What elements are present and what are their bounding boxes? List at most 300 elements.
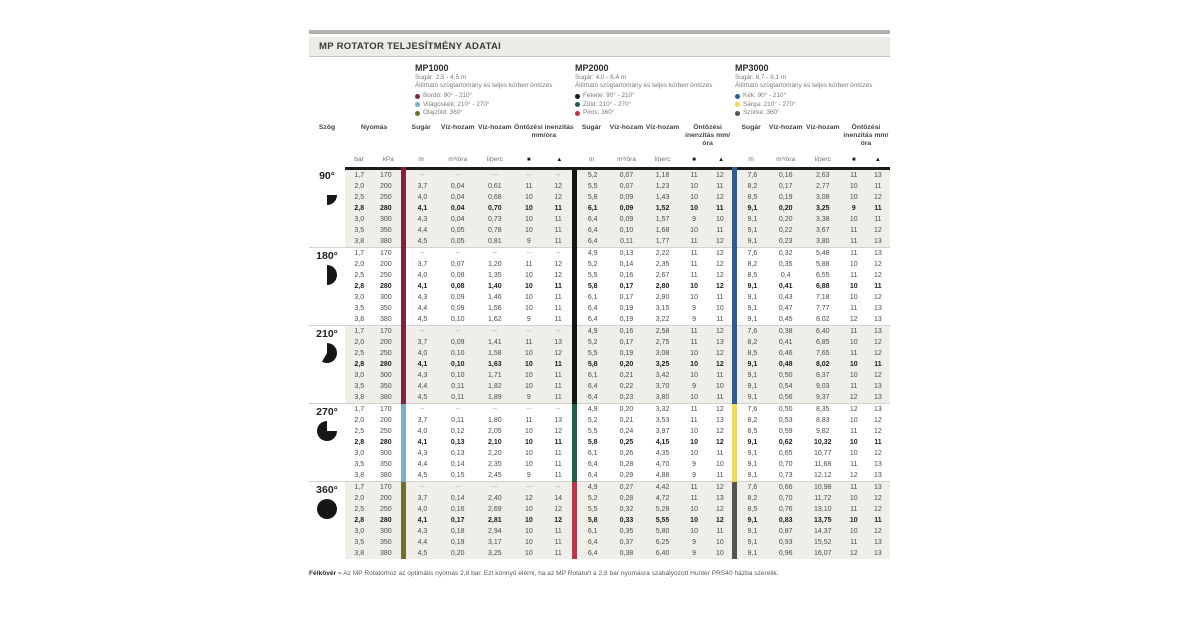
legend-label: Bordó: 90° - 210° bbox=[423, 92, 473, 99]
cell-mp3: 10 bbox=[842, 526, 866, 537]
cell-mp3: 0,43 bbox=[778, 293, 793, 301]
cell-mp1: 4,3 bbox=[403, 214, 439, 225]
cell-mp2: 0,35 bbox=[608, 526, 644, 537]
pressure-kpa: 250 bbox=[373, 348, 403, 359]
pressure-bar: 2,0 bbox=[345, 493, 373, 504]
cell-mp2: 0,33 bbox=[608, 515, 644, 526]
cell-mp2: 0,16 bbox=[619, 271, 634, 279]
cell-mp3: 0,48 bbox=[768, 359, 804, 370]
cell-mp1: 10 bbox=[513, 537, 544, 548]
cell-mp1: 12 bbox=[554, 271, 563, 279]
product-block-mp3000 bbox=[729, 63, 889, 118]
cell-mp1: 11 bbox=[554, 460, 562, 468]
cell-mp2: 6,4 bbox=[574, 214, 608, 225]
pressure-bar: 3,5 bbox=[345, 381, 373, 392]
cell-mp3: 12 bbox=[842, 403, 866, 415]
cell-mp3: 13 bbox=[866, 168, 890, 181]
cell-mp2: 10 bbox=[681, 203, 708, 214]
cell-mp3: 0,47 bbox=[778, 304, 793, 312]
cell-mp1: 2,94 bbox=[476, 526, 513, 537]
cell-mp1: 4,0 bbox=[403, 270, 439, 281]
cell-mp3: 10 bbox=[842, 493, 866, 504]
pressure-kpa: 200 bbox=[373, 337, 403, 348]
col-header-vizhozam-m3-mp1000: Víz-hozam bbox=[440, 123, 475, 131]
cell-mp3: 12 bbox=[866, 337, 890, 348]
cell-mp3: 7,6 bbox=[735, 481, 768, 493]
legend-label: Fekete: 90° - 210° bbox=[583, 92, 635, 99]
cell-mp2: 0,32 bbox=[608, 504, 644, 515]
cell-mp2: 10 bbox=[690, 449, 698, 457]
cell-mp2: 11 bbox=[708, 392, 735, 404]
unit-m-mp2000: m bbox=[574, 150, 608, 169]
legend-color-dot-icon bbox=[735, 111, 740, 116]
legend-item bbox=[415, 109, 569, 118]
col-header-sugar-mp3000: Sugár bbox=[741, 123, 761, 131]
cell-mp1: 0,10 bbox=[450, 315, 465, 323]
cell-mp1: 0,70 bbox=[476, 203, 513, 214]
cell-mp2: 10 bbox=[681, 181, 708, 192]
cell-mp2: 0,10 bbox=[608, 225, 644, 236]
pressure-bar: 3,5 bbox=[345, 537, 373, 548]
cell-mp3: 0,50 bbox=[768, 370, 804, 381]
legend-label: Szürke: 360° bbox=[743, 109, 780, 117]
pressure-bar: 3,8 bbox=[345, 392, 373, 404]
cell-mp1: 12 bbox=[554, 427, 563, 435]
cell-mp1: 3,7 bbox=[403, 181, 439, 192]
cell-mp2: 1,43 bbox=[645, 192, 681, 203]
page-title: MP ROTATOR TELJESÍTMÉNY ADATAI bbox=[319, 41, 502, 52]
cell-mp2: 6,40 bbox=[645, 548, 681, 559]
angle-pie-icon bbox=[317, 343, 337, 363]
cell-mp3: 0,32 bbox=[768, 247, 804, 259]
cell-mp3: 0,45 bbox=[778, 315, 793, 323]
pressure-kpa: 300 bbox=[373, 370, 403, 381]
cell-mp2: 4,9 bbox=[574, 247, 608, 259]
cell-mp1: 11 bbox=[544, 214, 574, 225]
cell-mp3: 9,1 bbox=[735, 548, 768, 559]
table-row bbox=[309, 381, 890, 392]
cell-mp3: 13 bbox=[866, 548, 890, 559]
cell-mp2: 5,2 bbox=[574, 493, 608, 504]
cell-mp2: 11 bbox=[690, 271, 698, 279]
col-header-szog: Szög bbox=[318, 123, 336, 131]
cell-mp3: 9,1 bbox=[735, 459, 768, 470]
cell-mp3: 3,67 bbox=[804, 225, 842, 236]
cell-mp1: 11 bbox=[525, 260, 533, 268]
cell-mp1: -- bbox=[439, 481, 476, 493]
cell-mp2: 12 bbox=[715, 271, 724, 279]
cell-mp2: 1,77 bbox=[645, 236, 681, 248]
cell-mp2: 9 bbox=[681, 381, 708, 392]
cell-mp2: 4,88 bbox=[655, 471, 670, 479]
cell-mp1: 11 bbox=[544, 359, 574, 370]
cell-mp3: 7,18 bbox=[815, 293, 830, 301]
table-row bbox=[309, 247, 890, 259]
cell-mp2: 6,1 bbox=[574, 526, 608, 537]
cell-mp2: 11 bbox=[708, 203, 735, 214]
cell-mp3: 8,83 bbox=[815, 416, 830, 424]
cell-mp1: -- bbox=[476, 403, 513, 415]
cell-mp1: 1,63 bbox=[476, 359, 513, 370]
cell-mp1: 0,81 bbox=[476, 236, 513, 248]
cell-mp3: 10 bbox=[842, 214, 866, 225]
cell-mp2: 5,8 bbox=[574, 437, 608, 448]
cell-mp3: 14,37 bbox=[804, 526, 842, 537]
angle-group-270 bbox=[309, 403, 890, 481]
cell-mp1: 11 bbox=[554, 438, 562, 446]
cell-mp1: 12 bbox=[554, 260, 563, 268]
cell-mp3: 9,1 bbox=[735, 448, 768, 459]
cell-mp3: 12 bbox=[866, 225, 890, 236]
cell-mp2: 2,75 bbox=[645, 337, 681, 348]
cell-mp3: 10 bbox=[842, 515, 866, 526]
cell-mp3: 0,53 bbox=[778, 416, 793, 424]
cell-mp3: 11 bbox=[866, 203, 890, 214]
cell-mp3: 0,96 bbox=[768, 548, 804, 559]
table-row bbox=[309, 403, 890, 415]
cell-mp2: 12 bbox=[708, 247, 735, 259]
cell-mp2: 10 bbox=[681, 192, 708, 203]
table-row bbox=[309, 270, 890, 281]
cell-mp2: 10 bbox=[708, 537, 735, 548]
cell-mp1: 10 bbox=[513, 225, 544, 236]
cell-mp2: 3,53 bbox=[655, 416, 670, 424]
cell-mp2: 9 bbox=[692, 304, 697, 312]
cell-mp3: 0,76 bbox=[768, 504, 804, 515]
table-row bbox=[309, 392, 890, 404]
pressure-kpa: 250 bbox=[379, 427, 392, 435]
top-divider bbox=[309, 30, 890, 34]
cell-mp3: 12 bbox=[849, 315, 858, 323]
cell-mp3: 13 bbox=[866, 403, 890, 415]
cell-mp2: 11 bbox=[681, 168, 708, 181]
cell-mp2: 10 bbox=[690, 293, 698, 301]
pressure-bar: 2,0 bbox=[354, 416, 365, 424]
cell-mp1: 0,18 bbox=[439, 526, 476, 537]
cell-mp1: 10 bbox=[524, 427, 533, 435]
cell-mp1: 4,1 bbox=[403, 515, 439, 526]
cell-mp3: 10 bbox=[849, 438, 858, 446]
cell-mp1: 13 bbox=[544, 337, 574, 348]
cell-mp2: 0,17 bbox=[619, 282, 634, 290]
cell-mp1: 0,13 bbox=[450, 449, 465, 457]
cell-mp3: 11 bbox=[866, 181, 890, 192]
cell-mp1: 0,10 bbox=[439, 370, 476, 381]
cell-mp1: 11 bbox=[544, 526, 574, 537]
cell-mp3: 5,88 bbox=[815, 260, 830, 268]
cell-mp1: 10 bbox=[524, 282, 533, 290]
cell-mp2: 12 bbox=[708, 348, 735, 359]
pressure-bar: 1,7 bbox=[345, 247, 373, 259]
pressure-kpa: 300 bbox=[373, 526, 403, 537]
cell-mp1: 11 bbox=[525, 416, 533, 424]
cell-mp3: 8,5 bbox=[735, 504, 768, 515]
cell-mp1: 1,71 bbox=[476, 370, 513, 381]
cell-mp3: 10 bbox=[842, 370, 866, 381]
cell-mp1: -- bbox=[544, 247, 574, 259]
cell-mp2: 10 bbox=[681, 526, 708, 537]
table-row bbox=[309, 448, 890, 459]
cell-mp2: 10 bbox=[708, 214, 735, 225]
cell-mp3: 10 bbox=[849, 293, 858, 301]
cell-mp1: 0,20 bbox=[439, 548, 476, 559]
legend-label: Zöld: 210° - 270° bbox=[583, 100, 632, 108]
cell-mp3: 7,6 bbox=[735, 325, 768, 337]
cell-mp1: -- bbox=[476, 247, 513, 259]
cell-mp1: -- bbox=[439, 325, 476, 337]
cell-mp3: 11 bbox=[842, 504, 866, 515]
cell-mp2: 12 bbox=[708, 236, 735, 248]
cell-mp2: 12 bbox=[708, 481, 735, 493]
cell-mp1: 0,13 bbox=[450, 438, 465, 446]
cell-mp1: 3,7 bbox=[403, 337, 439, 348]
cell-mp2: 6,4 bbox=[574, 392, 608, 404]
cell-mp3: 3,38 bbox=[804, 214, 842, 225]
pressure-bar: 3,5 bbox=[345, 225, 373, 236]
angle-group-360 bbox=[309, 481, 890, 559]
cell-mp2: 0,14 bbox=[619, 260, 634, 268]
cell-mp2: 2,35 bbox=[655, 260, 670, 268]
legend-item bbox=[735, 109, 889, 118]
cell-mp3: 11 bbox=[842, 168, 866, 181]
cell-mp1: 10 bbox=[513, 515, 544, 526]
legend-color-dot-icon bbox=[575, 111, 580, 116]
product-radius: Sugár: 6,7 - 9,1 m bbox=[735, 74, 787, 81]
unit-m-mp3000: m bbox=[735, 150, 768, 169]
cell-mp1: 11 bbox=[554, 449, 562, 457]
pressure-bar: 2,5 bbox=[345, 192, 373, 203]
unit-m3ora-mp1000: m³/óra bbox=[439, 150, 476, 169]
cell-mp1: -- bbox=[439, 403, 476, 415]
pressure-kpa: 300 bbox=[379, 293, 392, 301]
table-row bbox=[309, 437, 890, 448]
cell-mp1: 12 bbox=[544, 515, 574, 526]
unit-lperc-mp3000: l/perc bbox=[804, 150, 842, 169]
cell-mp3: 0,46 bbox=[768, 348, 804, 359]
angle-label: 210° bbox=[316, 327, 338, 340]
cell-mp2: 0,20 bbox=[608, 403, 644, 415]
pressure-kpa: 170 bbox=[373, 403, 403, 415]
cell-mp3: 6,88 bbox=[815, 282, 830, 290]
cell-mp3: 10 bbox=[842, 192, 866, 203]
cell-mp3: 0,54 bbox=[768, 381, 804, 392]
table-row bbox=[309, 459, 890, 470]
cell-mp1: 0,08 bbox=[450, 282, 465, 290]
cell-mp3: 7,65 bbox=[804, 348, 842, 359]
angle-pie-icon bbox=[317, 185, 337, 205]
cell-mp2: 4,9 bbox=[574, 481, 608, 493]
cell-mp3: 11 bbox=[842, 325, 866, 337]
square-icon: ■ bbox=[842, 150, 866, 169]
cell-mp2: 1,18 bbox=[645, 168, 681, 181]
product-legend bbox=[415, 92, 569, 118]
cell-mp3: 0,41 bbox=[778, 282, 793, 290]
cell-mp2: 6,4 bbox=[574, 236, 608, 248]
pressure-bar: 2,5 bbox=[354, 271, 365, 279]
cell-mp3: 0,65 bbox=[778, 449, 793, 457]
cell-mp2: 12 bbox=[715, 260, 724, 268]
cell-mp3: 11 bbox=[866, 359, 890, 370]
cell-mp3: 9,03 bbox=[804, 381, 842, 392]
cell-mp2: 4,72 bbox=[645, 493, 681, 504]
cell-mp1: 4,1 bbox=[403, 281, 439, 292]
cell-mp2: 5,5 bbox=[574, 504, 608, 515]
cell-mp3: 11,72 bbox=[804, 493, 842, 504]
title-band bbox=[309, 37, 890, 57]
cell-mp1: 11 bbox=[544, 225, 574, 236]
cell-mp1: 2,40 bbox=[476, 493, 513, 504]
cell-mp1: 10 bbox=[513, 203, 544, 214]
cell-mp2: 11 bbox=[708, 181, 735, 192]
cell-mp3: 7,6 bbox=[735, 168, 768, 181]
cell-mp2: 3,32 bbox=[645, 403, 681, 415]
product-block-mp1000 bbox=[409, 63, 569, 118]
table-row bbox=[309, 292, 890, 303]
cell-mp1: -- bbox=[476, 481, 513, 493]
cell-mp3: 0,50 bbox=[768, 403, 804, 415]
cell-mp2: 0,17 bbox=[619, 293, 634, 301]
legend-color-dot-icon bbox=[415, 102, 420, 107]
cell-mp2: 11 bbox=[708, 225, 735, 236]
footnote bbox=[309, 569, 890, 578]
cell-mp2: 0,29 bbox=[619, 471, 634, 479]
legend-item bbox=[575, 109, 729, 118]
cell-mp1: 4,0 bbox=[403, 192, 439, 203]
cell-mp2: 4,42 bbox=[645, 481, 681, 493]
pressure-bar: 3,0 bbox=[345, 214, 373, 225]
pressure-bar: 3,8 bbox=[354, 471, 365, 479]
cell-mp2: 4,35 bbox=[655, 449, 670, 457]
cell-mp2: 2,67 bbox=[655, 271, 670, 279]
cell-mp3: 0,56 bbox=[768, 392, 804, 404]
cell-mp3: 8,02 bbox=[815, 315, 830, 323]
cell-mp2: 0,37 bbox=[608, 537, 644, 548]
cell-mp2: 0,19 bbox=[619, 315, 634, 323]
cell-mp2: 10 bbox=[715, 460, 724, 468]
cell-mp1: 2,81 bbox=[476, 515, 513, 526]
pressure-bar: 1,7 bbox=[345, 168, 373, 181]
cell-mp1: 4,5 bbox=[403, 314, 439, 326]
cell-mp3: 5,48 bbox=[804, 247, 842, 259]
cell-mp2: 11 bbox=[708, 370, 735, 381]
cell-mp1: 13 bbox=[554, 416, 563, 424]
pressure-kpa: 280 bbox=[373, 203, 403, 214]
cell-mp2: 5,55 bbox=[645, 515, 681, 526]
product-name: MP2000 bbox=[575, 63, 609, 73]
cell-mp1: 10 bbox=[524, 449, 533, 457]
cell-mp1: 11 bbox=[513, 337, 544, 348]
cell-mp1: 0,04 bbox=[439, 203, 476, 214]
cell-mp3: 12 bbox=[874, 449, 882, 457]
pressure-kpa: 300 bbox=[373, 214, 403, 225]
table-row bbox=[309, 470, 890, 482]
cell-mp3: 10 bbox=[842, 337, 866, 348]
triangle-icon: ▲ bbox=[708, 150, 735, 169]
pressure-bar: 1,7 bbox=[345, 481, 373, 493]
pressure-bar: 3,5 bbox=[354, 460, 365, 468]
pressure-bar: 3,0 bbox=[345, 370, 373, 381]
pressure-kpa: 200 bbox=[379, 260, 392, 268]
cell-mp2: 1,68 bbox=[645, 225, 681, 236]
cell-mp1: 0,11 bbox=[439, 392, 476, 404]
cell-mp3: 9,1 bbox=[735, 392, 768, 404]
cell-mp2: 0,22 bbox=[608, 381, 644, 392]
cell-mp3: 2,63 bbox=[804, 168, 842, 181]
cell-mp2: 5,8 bbox=[574, 192, 608, 203]
cell-mp3: 11 bbox=[850, 271, 858, 279]
cell-mp3: 11 bbox=[842, 381, 866, 392]
angle-pie-icon bbox=[317, 265, 337, 285]
cell-mp3: 9,37 bbox=[804, 392, 842, 404]
unit-bar: bar bbox=[345, 150, 373, 169]
cell-mp2: 3,08 bbox=[645, 348, 681, 359]
cell-mp1: 0,12 bbox=[450, 427, 465, 435]
cell-mp3: 10 bbox=[842, 181, 866, 192]
table-row bbox=[309, 192, 890, 203]
cell-mp2: 4,15 bbox=[655, 438, 670, 446]
product-legend bbox=[735, 92, 889, 118]
cell-mp1: -- bbox=[544, 403, 574, 415]
pressure-bar: 2,5 bbox=[345, 348, 373, 359]
cell-mp1: 11 bbox=[544, 392, 574, 404]
table-row bbox=[309, 337, 890, 348]
product-legend bbox=[575, 92, 729, 118]
pressure-kpa: 200 bbox=[373, 493, 403, 504]
cell-mp1: 0,10 bbox=[439, 359, 476, 370]
table-row bbox=[309, 259, 890, 270]
legend-item bbox=[575, 101, 729, 110]
cell-mp2: 0,21 bbox=[619, 416, 634, 424]
cell-mp1: -- bbox=[439, 247, 476, 259]
cell-mp2: 5,8 bbox=[574, 515, 608, 526]
cell-mp2: 11 bbox=[681, 325, 708, 337]
pressure-kpa: 280 bbox=[373, 515, 403, 526]
pressure-bar: 3,8 bbox=[345, 236, 373, 248]
triangle-icon: ▲ bbox=[544, 150, 574, 169]
legend-label: Sárga: 210° - 270° bbox=[743, 100, 796, 108]
cell-mp2: 11 bbox=[716, 315, 724, 323]
cell-mp1: 0,19 bbox=[439, 537, 476, 548]
cell-mp3: 0,66 bbox=[768, 481, 804, 493]
cell-mp2: 0,25 bbox=[619, 438, 634, 446]
cell-mp3: 8,2 bbox=[735, 415, 768, 426]
cell-mp3: 9,1 bbox=[735, 236, 768, 248]
pressure-kpa: 280 bbox=[379, 282, 392, 290]
cell-mp2: 0,21 bbox=[608, 370, 644, 381]
angle-group-180 bbox=[309, 247, 890, 325]
cell-mp1: 1,40 bbox=[487, 282, 502, 290]
angle-cell bbox=[309, 403, 345, 481]
cell-mp1: 10 bbox=[524, 438, 533, 446]
cell-mp2: 6,1 bbox=[574, 203, 608, 214]
cell-mp1: 9 bbox=[526, 471, 531, 479]
pressure-kpa: 200 bbox=[379, 416, 392, 424]
legend-color-dot-icon bbox=[415, 94, 420, 99]
table-row bbox=[309, 493, 890, 504]
legend-item bbox=[415, 92, 569, 101]
cell-mp3: 9,1 bbox=[735, 314, 768, 326]
cell-mp3: 9 bbox=[842, 203, 866, 214]
cell-mp1: 4,1 bbox=[403, 203, 439, 214]
cell-mp1: 12 bbox=[544, 181, 574, 192]
cell-mp2: 9 bbox=[681, 214, 708, 225]
cell-mp2: 5,28 bbox=[645, 504, 681, 515]
product-header-spacer bbox=[309, 63, 409, 118]
cell-mp3: 13 bbox=[874, 304, 882, 312]
cell-mp1: 0,14 bbox=[450, 460, 465, 468]
cell-mp3: 3,08 bbox=[804, 192, 842, 203]
cell-mp2: 10 bbox=[681, 348, 708, 359]
